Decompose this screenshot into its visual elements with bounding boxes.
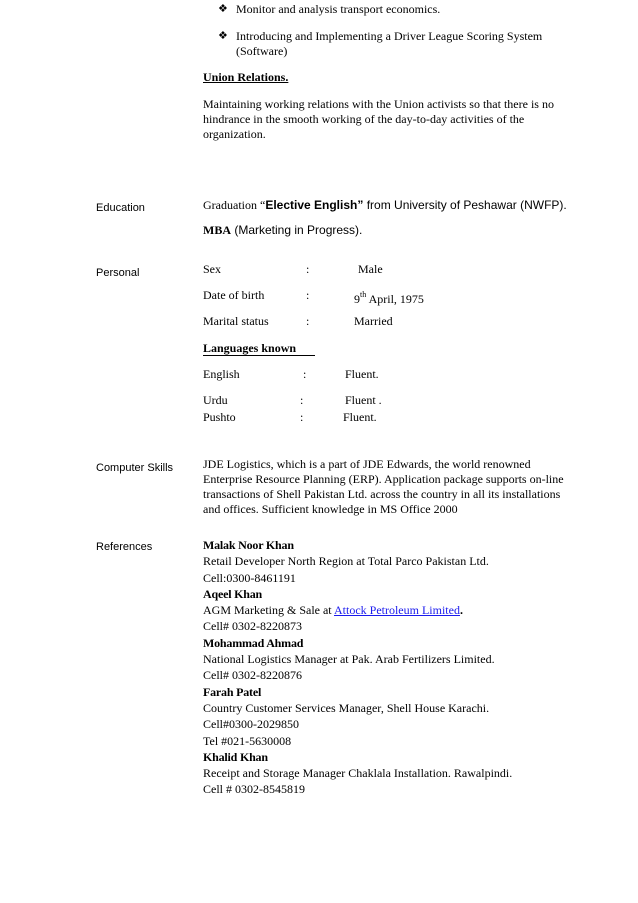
union-text: Maintaining working relations with the Union activists so that there is no hindrance in the smooth working of the day-to-day activities of the organization.: [203, 97, 554, 141]
field-sep: :: [306, 314, 310, 328]
language-sep: :: [300, 410, 304, 424]
dob-sup: th: [360, 290, 367, 299]
role-prefix: AGM Marketing & Sale at: [203, 603, 334, 618]
attock-petroleum-link[interactable]: Attock Petroleum Limited: [333, 603, 460, 618]
reference-line: Tel #021-5630008: [203, 733, 292, 748]
computer-skills-text: JDE Logistics, which is a part of JDE Edwards, the world renowned Enterprise Resource Planning (ERP). Application package supports on-line transactions of Shell Pakistan Ltd. across the country in all its installations and offices. Sufficient knowledge in MS Office 2000: [203, 457, 564, 516]
language-level: Fluent.: [343, 410, 377, 424]
education-graduation: [203, 198, 567, 213]
reference-line: Receipt and Storage Manager Chaklala Installation. Rawalpindi.: [203, 766, 513, 781]
grad-subject: Elective English”: [265, 198, 364, 212]
computer-skills-label: Computer Skills: [96, 462, 174, 474]
language-level: Fluent .: [345, 393, 382, 407]
role-suffix: .: [459, 603, 463, 618]
union-heading: Union Relations.: [203, 70, 289, 84]
reference-line: Country Customer Services Manager, Shell House Karachi.: [203, 700, 490, 715]
grad-prefix: Graduation “: [203, 198, 266, 212]
language-sep: :: [300, 393, 304, 407]
reference-name: Khalid Khan: [203, 749, 268, 764]
field-key: Marital status: [203, 314, 269, 328]
field-key: Sex: [203, 262, 221, 276]
language-name: Pushto: [203, 410, 236, 424]
dob-day: 9: [354, 292, 360, 306]
field-sep: :: [306, 262, 310, 276]
reference-name: Aqeel Khan: [203, 586, 263, 601]
mba-bold: MBA: [203, 223, 231, 237]
reference-line: Cell# 0302-8220873: [203, 619, 302, 634]
dob-rest: April, 1975: [366, 292, 424, 306]
reference-line: Cell:0300-8461191: [203, 570, 296, 585]
bullet-text: Monitor and analysis transport economics.: [236, 2, 441, 16]
reference-line: Retail Developer North Region at Total Parco Pakistan Ltd.: [203, 554, 489, 569]
field-key: Date of birth: [203, 288, 265, 302]
reference-role: [203, 602, 563, 618]
field-value: Male: [358, 262, 383, 276]
references-list: [203, 537, 563, 798]
education-mba: [203, 223, 362, 238]
reference-name: Mohammad Ahmad: [203, 635, 304, 650]
language-sep: :: [303, 367, 307, 381]
references-label: References: [96, 541, 153, 553]
personal-label: Personal: [96, 267, 140, 279]
language-level: Fluent.: [345, 367, 379, 381]
reference-name: Malak Noor Khan: [203, 538, 294, 552]
mba-rest: (Marketing in Progress).: [231, 223, 363, 237]
field-value: [354, 288, 424, 307]
languages-heading: Languages known: [203, 341, 315, 356]
language-name: English: [203, 367, 240, 381]
reference-line: National Logistics Manager at Pak. Arab Fertilizers Limited.: [203, 652, 495, 667]
field-sep: :: [306, 288, 310, 302]
reference-line: Cell # 0302-8545819: [203, 782, 305, 797]
reference-name: Farah Patel: [203, 684, 262, 699]
diamond-bullet-icon: ❖: [218, 30, 228, 42]
education-label: Education: [96, 202, 145, 214]
reference-line: Cell# 0302-8220876: [203, 668, 302, 683]
diamond-bullet-icon: ❖: [218, 3, 228, 15]
field-value: Married: [354, 314, 393, 328]
grad-rest: from University of Peshawar (NWFP).: [363, 198, 567, 212]
language-name: Urdu: [203, 393, 228, 407]
reference-line: Cell#0300-2029850: [203, 717, 299, 732]
bullet-text: Introducing and Implementing a Driver League Scoring System (Software): [236, 29, 543, 58]
